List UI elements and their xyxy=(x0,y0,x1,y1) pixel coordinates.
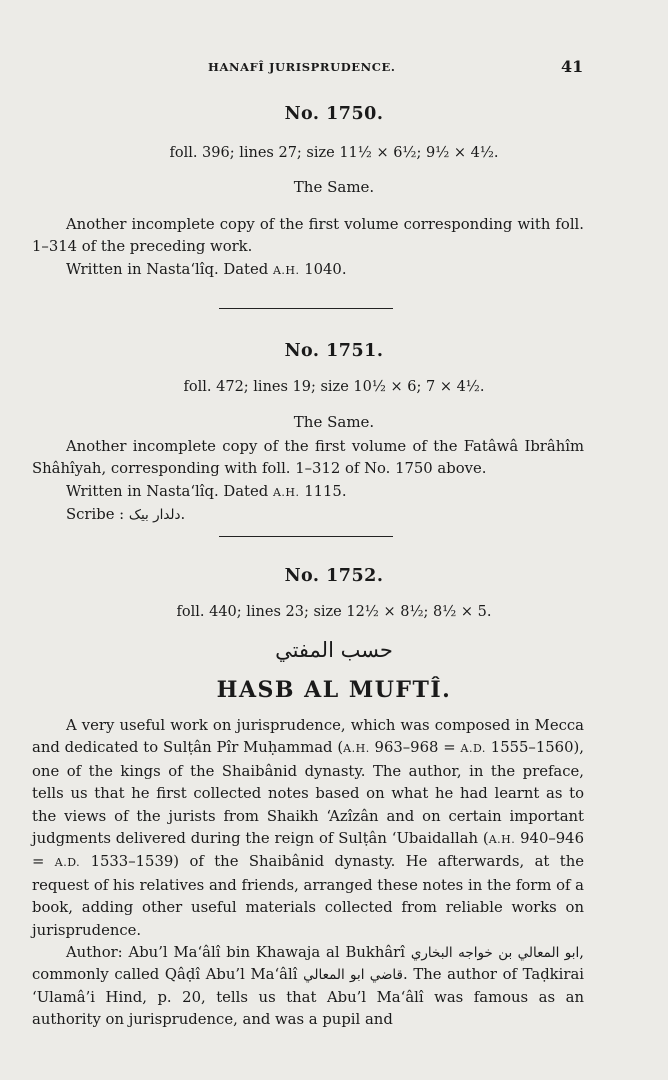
date-year: 1040. xyxy=(299,260,347,278)
collation: foll. 440; lines 23; size 12½ × 8½; 8½ × 5. xyxy=(176,604,492,620)
entry-number: No. 1751. xyxy=(284,341,384,361)
entry-number: No. 1752. xyxy=(284,566,384,586)
era-label: A.H. xyxy=(343,742,370,756)
author-arabic-name: ابو المعالي بن خواجه البخاري xyxy=(410,945,580,962)
written-text: Written in Nasta‘lîq. Dated xyxy=(66,260,273,278)
written-text: Written in Nasta‘lîq. Dated xyxy=(66,482,273,500)
running-title: HANAFÎ JURISPRUDENCE. xyxy=(208,60,396,74)
era-label: A.D. xyxy=(54,856,81,870)
scribe-name: دلدار بیک xyxy=(128,507,181,524)
entry-description xyxy=(32,214,584,282)
era-label: A.D. xyxy=(460,742,486,756)
page-header xyxy=(0,57,668,82)
same-heading: The Same. xyxy=(293,178,375,196)
description-text: Another incomplete copy of the first volume corresponding with foll. 1–314 of the preceding work. xyxy=(32,216,584,256)
era-label: A.H. xyxy=(488,833,516,847)
paragraph-2: Author: Abu’l Ma‘âlî bin Khawaja al Bukhârî ابو المعالي بن خواجه البخاري, commonly called Qâḍî Abu’l Ma‘âlî قاضي ابو المعالي. The author of Taḍkirai ‘Ulamâ’i Hind, p. 20, tells us that Abu’l Ma‘âlî was famous as an authority on jurisprudence, and was a pupil and xyxy=(32,944,584,1029)
page-number: 41 xyxy=(561,57,584,76)
author-arabic-title: قاضي ابو المعالي xyxy=(303,967,403,984)
paragraph-1: A very useful work on jurisprudence, which was composed in Mecca and dedicated to Sulṭân Pîr Muḥammad (A.H. 963–968 = A.D. 1555–1560), one of the kings of the Shaibânid dynasty. The author, in the preface, tells us that he first collected notes based on what he had learnt as to the views of the jurists from Shaikh ‘Azîzân and on certain important judgments delivered during the reign of Sulṭân ‘Ubaidallah (A.H. 940–946 = A.D. 1533–1539) of the Shaibânid dynasty. He afterwards, at the request of his relatives and friends, arranged these notes in the form of a book, adding other useful materials collected from reliable works on jurisprudence. xyxy=(32,717,584,939)
scribe-label: Scribe : xyxy=(66,506,129,524)
entry-description xyxy=(32,436,584,527)
collation: foll. 472; lines 19; size 10½ × 6; 7 × 4½. xyxy=(183,379,485,395)
arabic-title: حسب المفتي xyxy=(275,638,393,662)
era-label: A.H. xyxy=(272,263,300,277)
section-divider xyxy=(219,308,393,309)
description-text: Another incomplete copy of the first volume of the Fatâwâ Ibrâhîm Shâhîyah, corresponding with foll. 1–312 of No. 1750 above. xyxy=(32,438,584,478)
written-line xyxy=(32,481,584,504)
work-description xyxy=(32,715,584,1032)
written-line xyxy=(32,259,584,282)
entry-number: No. 1750. xyxy=(284,104,384,124)
section-divider xyxy=(219,536,393,537)
work-title: HASB AL MUFTÎ. xyxy=(216,677,452,703)
date-year: 1115. xyxy=(299,482,347,500)
collation: foll. 396; lines 27; size 11½ × 6½; 9½ × 4½. xyxy=(169,145,499,161)
scribe-end: . xyxy=(180,506,186,524)
era-label: A.H. xyxy=(272,485,300,499)
same-heading: The Same. xyxy=(293,413,375,431)
scribe-line xyxy=(32,504,584,526)
